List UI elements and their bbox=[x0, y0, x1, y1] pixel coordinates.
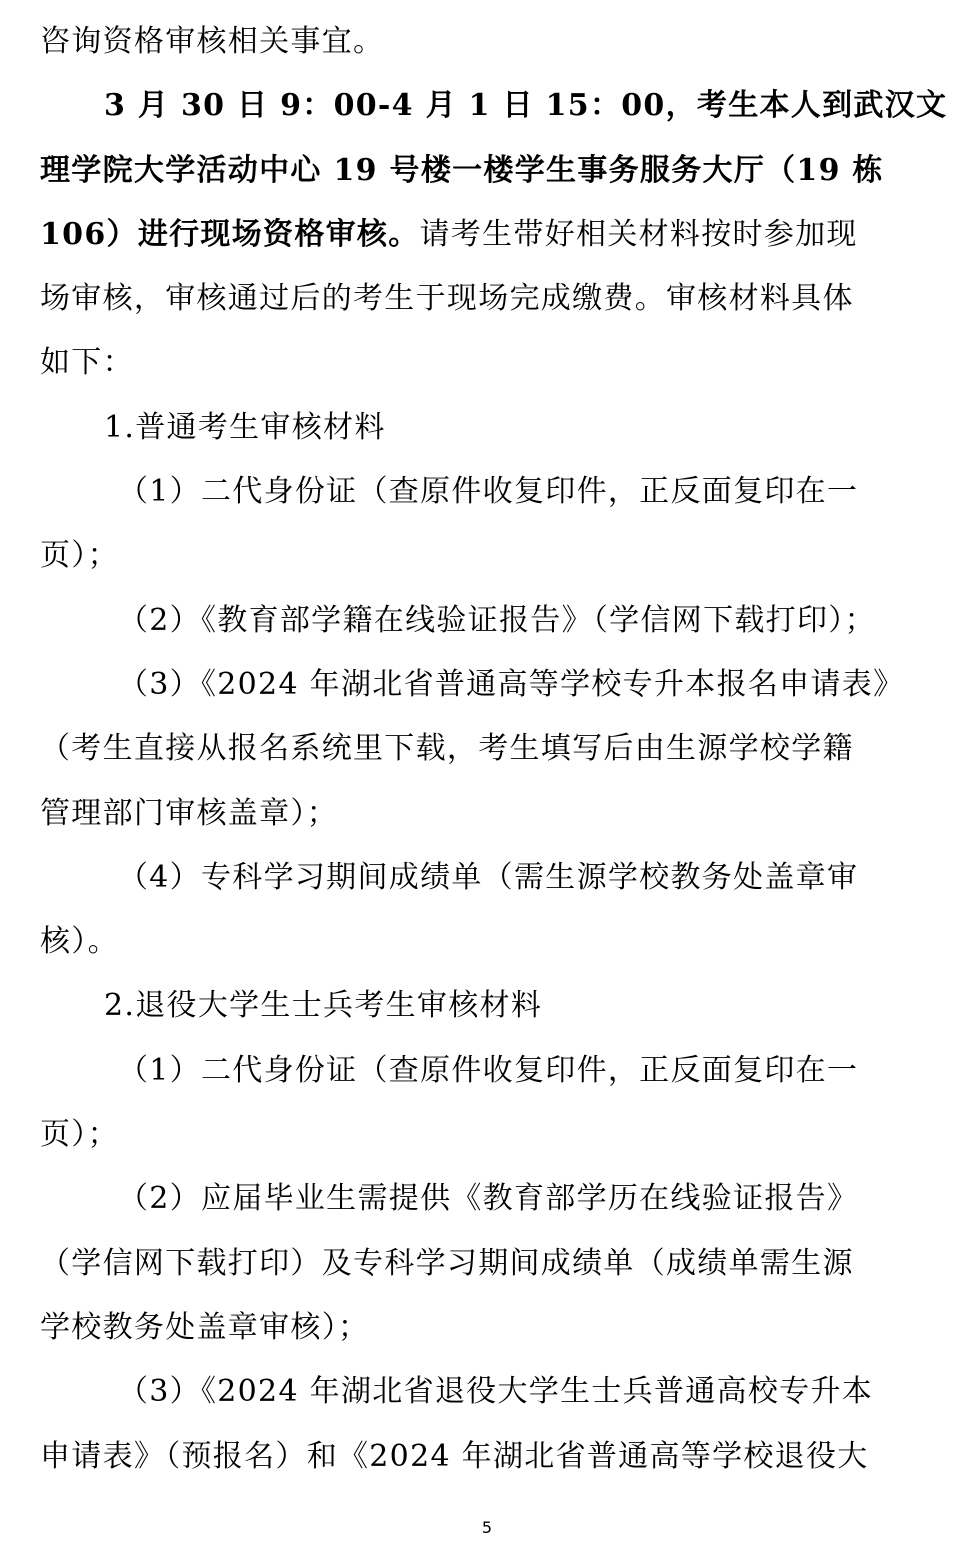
text-line: 页）； bbox=[40, 1117, 119, 1153]
list-item: （1）二代身份证（查原件收复印件，正反面复印在一 bbox=[118, 1052, 859, 1088]
list-item: （4）专科学习期间成绩单（需生源学校教务处盖章审 bbox=[118, 859, 859, 895]
text-line: （学信网下载打印）及专科学习期间成绩单（成绩单需生源 bbox=[40, 1245, 854, 1281]
text-line: 申请表》（预报名）和《2024 年湖北省普通高等学校退役大 bbox=[40, 1438, 869, 1474]
list-item: （2）应届毕业生需提供《教育部学历在线验证报告》 bbox=[118, 1181, 859, 1217]
text-line: （考生直接从报名系统里下载，考生填写后由生源学校学籍 bbox=[40, 731, 854, 767]
regular-text: 请考生带好相关材料按时参加现 bbox=[419, 216, 858, 252]
section-heading: 2.退役大学生士兵考生审核材料 bbox=[104, 988, 543, 1024]
text-line: 学校教务处盖章审核）； bbox=[40, 1309, 370, 1345]
text-line: 页）； bbox=[40, 538, 119, 574]
page-number: 5 bbox=[481, 1518, 493, 1537]
list-item: （3）《2024 年湖北省退役大学生士兵普通高校专升本 bbox=[118, 1374, 874, 1410]
document-body bbox=[40, 10, 948, 1489]
list-item: （3）《2024 年湖北省普通高等学校专升本报名申请表》 bbox=[118, 666, 905, 702]
text-line: 咨询资格审核相关事宜。 bbox=[40, 24, 385, 59]
section-heading: 1.普通考生审核材料 bbox=[104, 409, 386, 445]
text-line: 理学院大学活动中心 19 号楼一楼学生事务服务大厅（19 栋 bbox=[40, 152, 884, 188]
text-line: 场审核，审核通过后的考生于现场完成缴费。审核材料具体 bbox=[40, 281, 854, 317]
list-item: （1）二代身份证（查原件收复印件，正反面复印在一 bbox=[118, 474, 859, 510]
text-line bbox=[40, 203, 930, 267]
text-line: 管理部门审核盖章）； bbox=[40, 795, 338, 831]
text-line: 3 月 30 日 9：00-4 月 1 日 15：00，考生本人到武汉文 bbox=[104, 88, 948, 124]
list-item: （2）《教育部学籍在线验证报告》（学信网下载打印）； bbox=[118, 602, 876, 638]
text-line: 核）。 bbox=[40, 924, 119, 960]
text-line: 如下： bbox=[40, 345, 134, 381]
bold-text: 106）进行现场资格审核。 bbox=[40, 216, 420, 252]
